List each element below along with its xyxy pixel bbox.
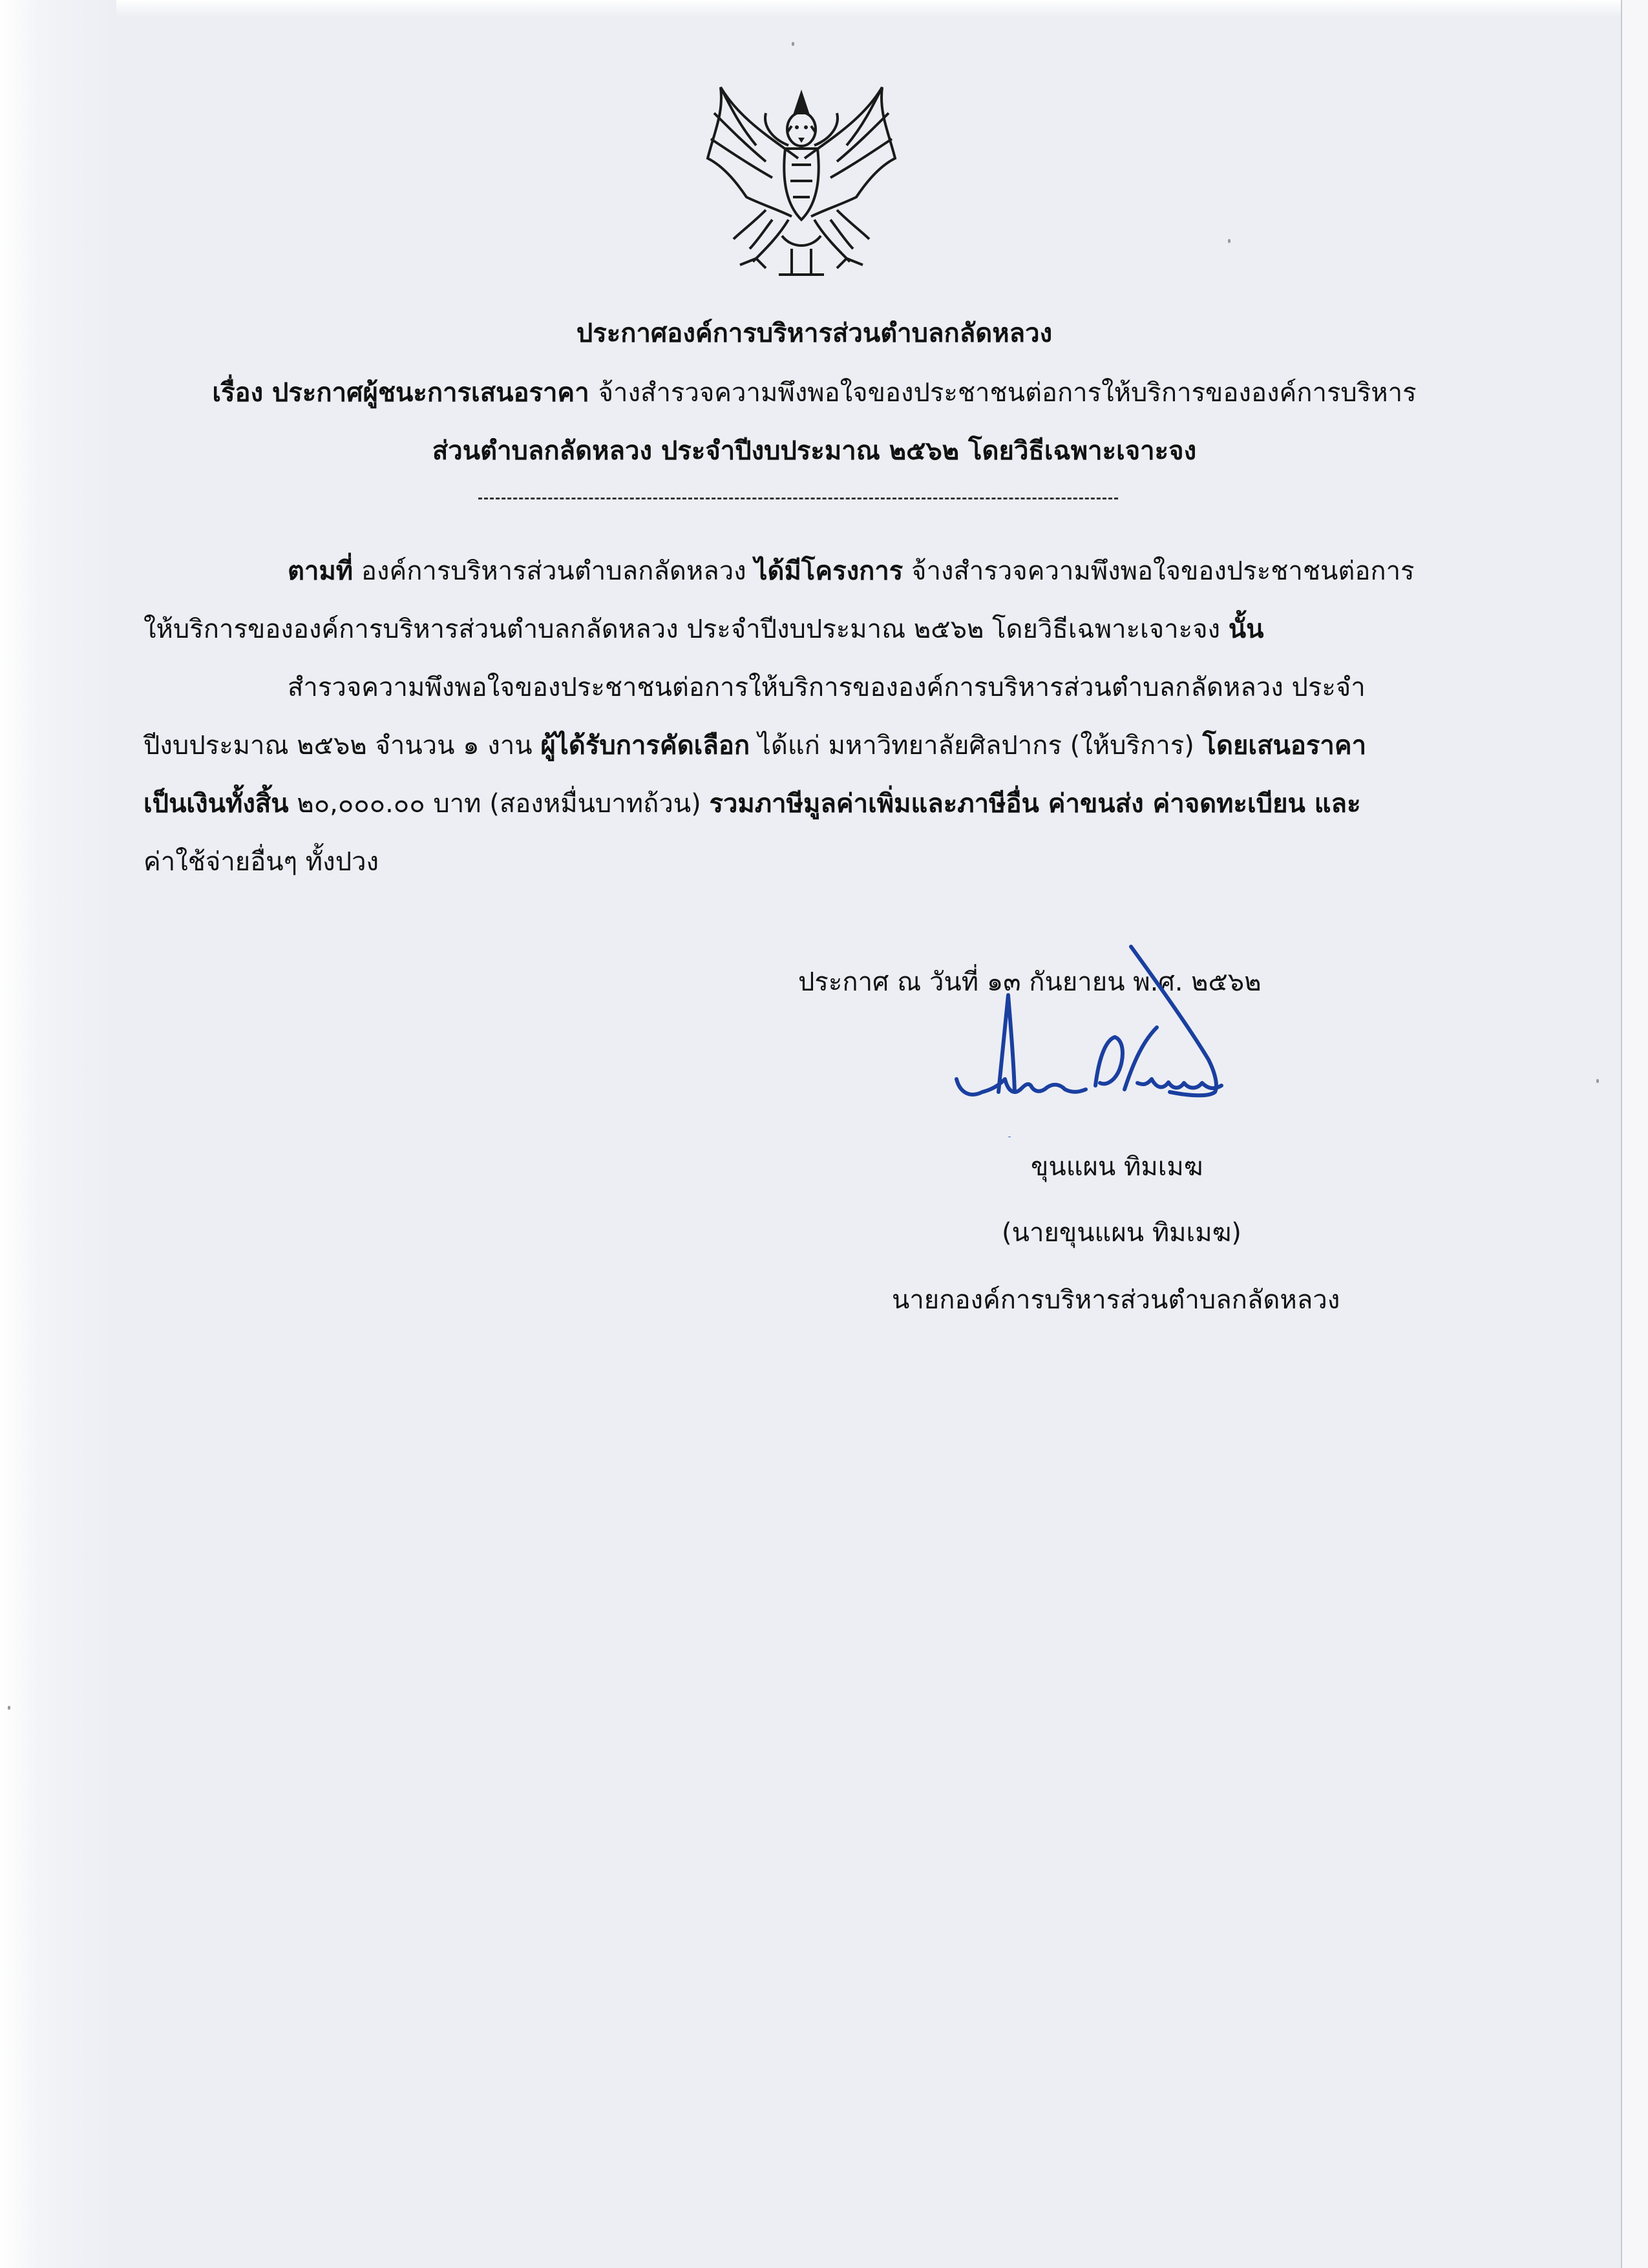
paragraph-2-line-2 [143,728,1366,764]
garuda-emblem-icon [695,81,908,288]
paragraph-2-line-1: สำรวจความพึงพอใจของประชาชนต่อการให้บริการขององค์การบริหารส่วนตำบลกลัดหลวง ประจำ [288,673,1366,702]
document-subject [116,375,1512,411]
text-normal: ได้แก่ มหาวิทยาลัยศิลปากร (ให้บริการ) [750,731,1203,761]
paragraph-2-line-3 [143,786,1361,822]
scan-speck [792,42,794,46]
document-title: ประกาศองค์การบริหารส่วนตำบลกลัดหลวง [576,319,1053,348]
text-normal: ปีงบประมาณ ๒๕๖๒ จำนวน ๑ งาน [143,731,541,761]
paragraph-1-line-1 [288,553,1415,589]
scan-top-edge [0,0,1648,17]
paragraph-1-line-2 [143,611,1263,647]
separator-line [478,498,1118,499]
text-normal: องค์การบริหารส่วนตำบลกลัดหลวง [353,556,755,586]
scan-speck [1228,239,1231,243]
text-bold: เป็นเงินทั้งสิ้น [143,789,289,819]
text-bold: รวมภาษีมูลค่าเพิ่มและภาษีอื่น ค่าขนส่ง ค่าจดทะเบียน และ [709,789,1361,819]
text-normal: ๒๐,๐๐๐.๐๐ บาท (สองหมื่นบาทถ้วน) [288,789,710,819]
announcement-date: ประกาศ ณ วันที่ ๑๓ กันยายน พ.ศ. ๒๕๖๒ [798,967,1262,997]
handwritten-signature [944,930,1293,1137]
scan-speck [1596,1079,1599,1083]
scan-left-edge [0,0,116,2268]
scan-speck [8,1706,10,1710]
signatory-full-name: (นายขุนแผน ทิมเมฆ) [1002,1218,1241,1248]
subject-text: จ้างสำรวจความพึงพอใจของประชาชนต่อการให้บริการขององค์การบริหาร [598,378,1417,408]
text-normal: จ้างสำรวจความพึงพอใจของประชาชนต่อการ [903,556,1415,586]
text-bold: โดยเสนอราคา [1202,731,1367,761]
subject-label: เรื่อง ประกาศผู้ชนะการเสนอราคา [212,378,589,408]
signature-printed-name: ขุนแผน ทิมเมฆ [1031,1152,1203,1182]
text-bold: ได้มีโครงการ [754,556,903,586]
text-bold: นั้น [1228,614,1264,644]
text-normal: ให้บริการขององค์การบริหารส่วนตำบลกลัดหลวง ประจำปีงบประมาณ ๒๕๖๒ โดยวิธีเฉพาะเจาะจง [143,614,1229,644]
signatory-position: นายกองค์การบริหารส่วนตำบลกลัดหลวง [892,1285,1340,1315]
scan-right-edge [1621,0,1648,2268]
paragraph-2-line-4: ค่าใช้จ่ายอื่นๆ ทั้งปวง [143,847,379,877]
text-bold: ตามที่ [288,556,354,586]
text-bold: ผู้ได้รับการคัดเลือก [540,731,750,761]
document-subject-line2: ส่วนตำบลกลัดหลวง ประจำปีงบประมาณ ๒๕๖๒ โดยวิธีเฉพาะเจาะจง [432,436,1197,466]
